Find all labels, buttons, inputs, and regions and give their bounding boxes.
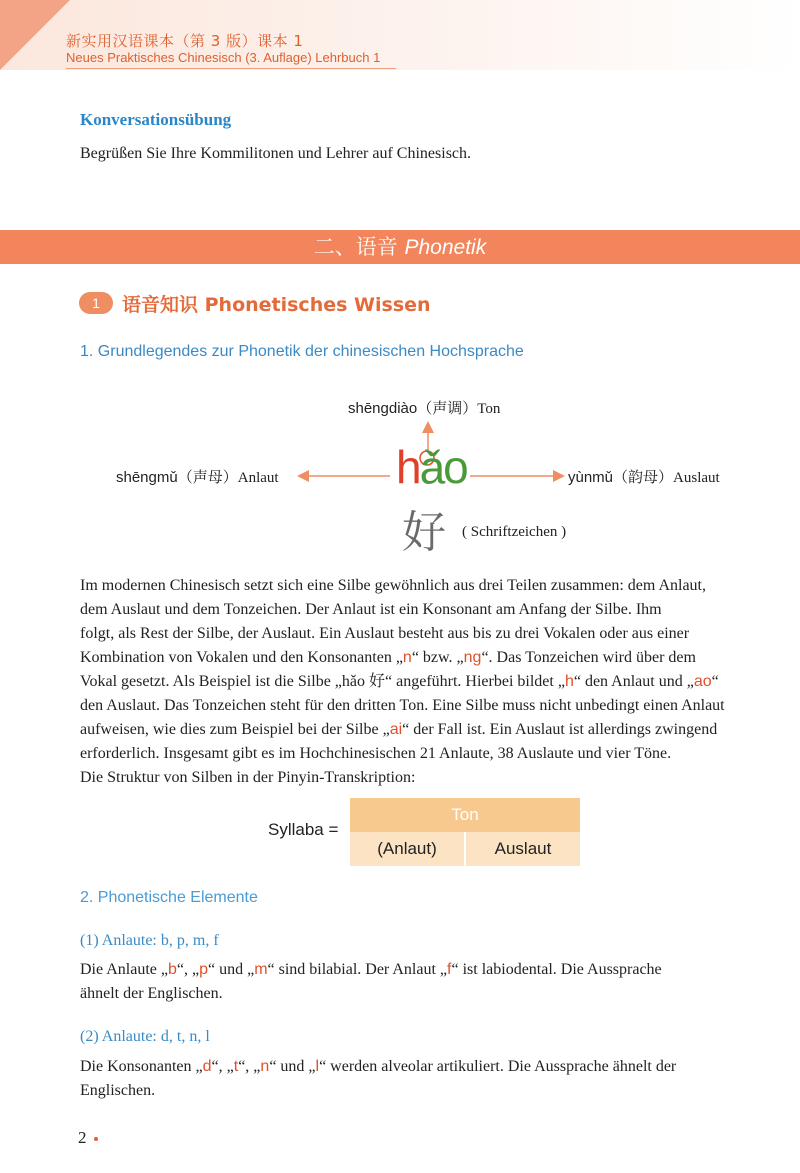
- paragraph-line: Vokal gesetzt. Als Beispiel ist die Silbe „hǎo 好“ angeführt. Hierbei bildet „h“ den Anlaut und „ao“: [80, 673, 719, 690]
- paragraph-line: den Auslaut. Das Tonzeichen steht für den dritten Ton. Eine Silbe muss nicht unbedingt einen Anlaut: [80, 697, 725, 714]
- paragraph-line: Im modernen Chinesisch setzt sich eine Silbe gewöhnlich aus drei Teilen zusammen: dem Anlaut,: [80, 577, 706, 594]
- highlight-ao: ao: [693, 673, 712, 690]
- paragraph-line: Englischen.: [80, 1082, 156, 1099]
- subsection-heading: 1. Grundlegendes zur Phonetik der chinesischen Hochsprache: [80, 343, 524, 360]
- explanation-paragraph: [80, 574, 770, 790]
- syllable-initial: h: [396, 441, 420, 493]
- initials-bpmf-heading: (1) Anlaute: b, p, m, f: [80, 932, 219, 949]
- tone-label: shēngdiào（声调）Ton: [348, 400, 501, 417]
- table-cell-final: Auslaut: [466, 832, 580, 866]
- paragraph-line: Die Anlaute „b“, „p“ und „m“ sind bilabial. Der Anlaut „f“ ist labiodental. Die Aussprache: [80, 961, 662, 978]
- character-hao: 好: [402, 507, 446, 558]
- tone-de: Ton: [477, 401, 501, 417]
- paragraph-line: dem Auslaut und dem Tonzeichen. Der Anlaut ist ein Konsonant am Anfang der Silbe. Ihm: [80, 601, 662, 618]
- initial-de: Anlaut: [237, 470, 279, 486]
- section-band-cn: 二、语音: [313, 235, 398, 259]
- syllable-hao: [396, 440, 467, 494]
- character-label: ( Schriftzeichen ): [462, 524, 567, 540]
- initial-label: shēngmǔ（声母）Anlaut: [116, 469, 279, 486]
- initials-bpmf-text: [80, 958, 770, 1006]
- paragraph-line: erforderlich. Insgesamt gibt es im Hochchinesischen 21 Anlaute, 38 Auslaute und vier Töne.: [80, 745, 672, 762]
- highlight-ai: ai: [389, 721, 403, 738]
- phonetic-elements-heading: 2. Phonetische Elemente: [80, 889, 258, 906]
- section-band-de: Phonetik: [404, 236, 487, 259]
- section-title: 语音知识 Phonetisches Wissen: [122, 294, 431, 316]
- page-number: 2: [78, 1128, 87, 1147]
- paragraph-line: folgt, als Rest der Silbe, der Auslaut. Ein Auslaut besteht aus bis zu drei Vokalen oder aus einer: [80, 625, 690, 642]
- final-de: Auslaut: [673, 470, 720, 486]
- syllable-final: ǎo: [419, 441, 467, 493]
- paragraph-line: Kombination von Vokalen und den Konsonanten „n“ bzw. „ng“. Das Tonzeichen wird über dem: [80, 649, 696, 666]
- paragraph-line: aufweisen, wie dies zum Beispiel bei der Silbe „ai“ der Fall ist. Ein Auslaut ist allerdings zwingend: [80, 721, 718, 738]
- table-cell-tone: Ton: [350, 798, 580, 832]
- initials-dtnl-heading: (2) Anlaute: d, t, n, l: [80, 1028, 210, 1045]
- paragraph-line: Die Konsonanten „d“, „t“, „n“ und „l“ werden alveolar artikuliert. Die Aussprache ähnelt der: [80, 1058, 677, 1075]
- final-label: yùnmǔ（韵母）Auslaut: [568, 469, 720, 486]
- paragraph-line: Die Struktur von Silben in der Pinyin-Transkription:: [80, 769, 416, 786]
- table-cell-initial: (Anlaut): [350, 832, 464, 866]
- highlight-n: n: [402, 649, 412, 666]
- book-title-german: Neues Praktisches Chinesisch (3. Auflage) Lehrbuch 1: [66, 50, 381, 65]
- tone-cn: （声调）: [417, 401, 478, 417]
- conversation-heading: Konversationsübung: [80, 110, 232, 129]
- final-cn: （韵母）: [613, 470, 674, 486]
- book-title-chinese: 新实用汉语课本（第 3 版）课本 1: [66, 32, 304, 50]
- syllable-structure-table: [350, 798, 580, 866]
- example-hao: hǎo 好: [341, 673, 386, 690]
- paragraph-line: ähnelt der Englischen.: [80, 985, 223, 1002]
- page-number-dot: [94, 1137, 98, 1141]
- conversation-text: Begrüßen Sie Ihre Kommilitonen und Lehrer auf Chinesisch.: [80, 145, 472, 162]
- highlight-ng: ng: [463, 649, 482, 666]
- initials-dtnl-text: [80, 1055, 770, 1103]
- section-number-badge: 1: [79, 292, 113, 314]
- initial-cn: （声母）: [177, 470, 238, 486]
- syllable-formula-prefix: Syllaba =: [268, 820, 339, 839]
- highlight-h: h: [564, 673, 574, 690]
